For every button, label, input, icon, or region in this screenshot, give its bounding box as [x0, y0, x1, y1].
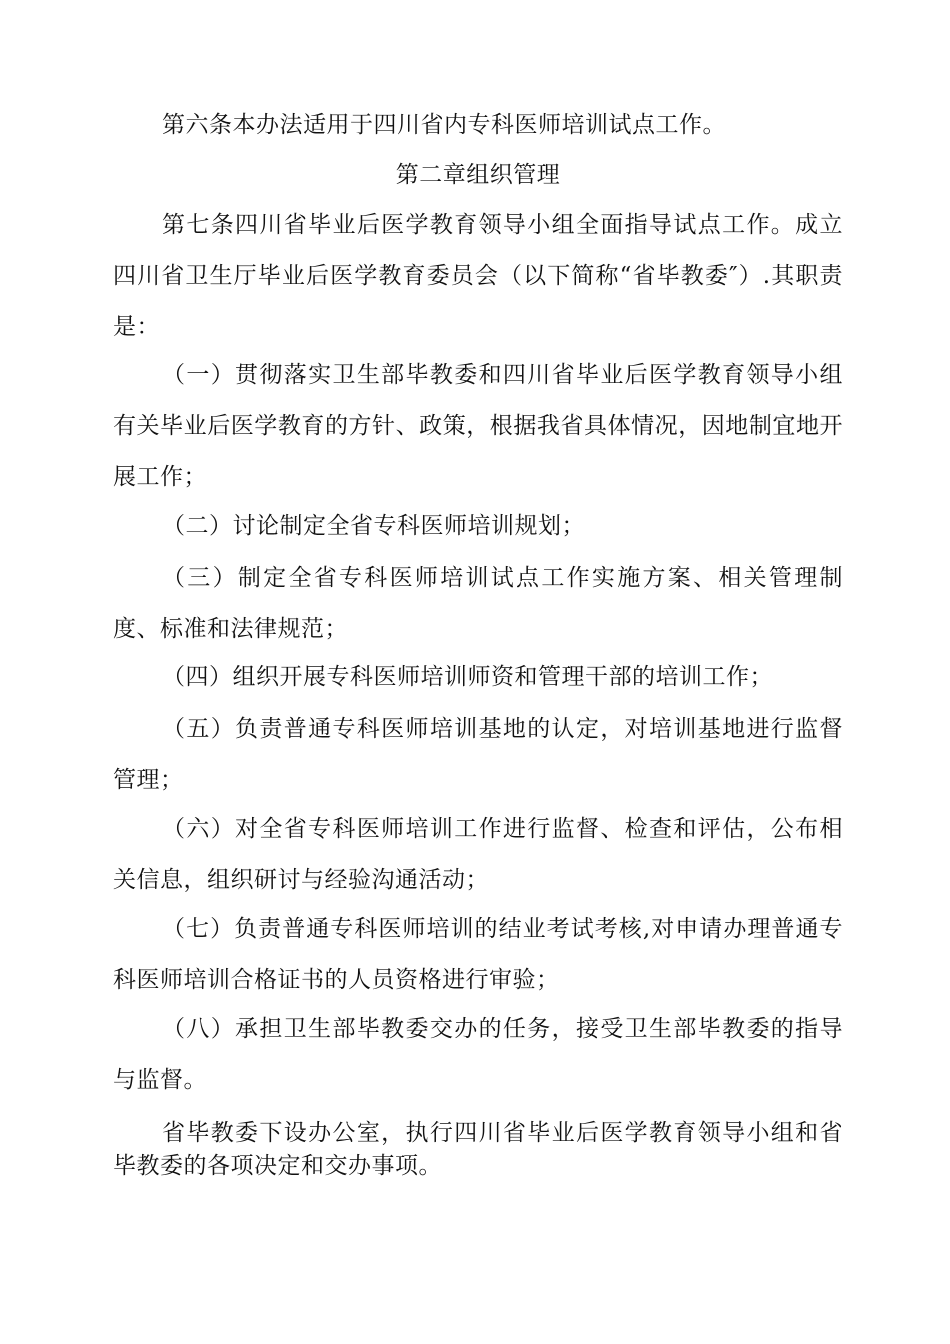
duty-item-2: （二）讨论制定全省专科医师培训规划；: [162, 513, 585, 539]
duty-item-5: （五）负责普通专科医师培训基地的认定，对培训基地进行监督管理；: [113, 716, 843, 793]
duty-item-8: （八）承担卫生部毕教委交办的任务，接受卫生部毕教委的指导与监督。: [113, 1016, 843, 1093]
chapter-2-heading: 第二章组织管理: [395, 162, 561, 188]
office-paragraph: 省毕教委下设办公室，执行四川省毕业后医学教育领导小组和省毕教委的各项决定和交办事项。: [113, 1120, 843, 1179]
duty-item-1: （一）贯彻落实卫生部毕教委和四川省毕业后医学教育领导小组有关毕业后医学教育的方针、政策，根据我省具体情况，因地制宜地开展工作；: [113, 362, 843, 490]
duty-item-6: （六）对全省专科医师培训工作进行监督、检查和评估，公布相关信息，组织研讨与经验沟通活动；: [113, 816, 843, 893]
duty-item-4: （四）组织开展专科医师培训师资和管理干部的培训工作；: [162, 664, 773, 690]
article-6-paragraph: 第六条本办法适用于四川省内专科医师培训试点工作。: [162, 112, 726, 138]
duty-item-3: （三）制定全省专科医师培训试点工作实施方案、相关管理制度、标准和法律规范；: [113, 565, 843, 642]
article-7-paragraph: 第七条四川省毕业后医学教育领导小组全面指导试点工作。成立四川省卫生厅毕业后医学教育委员会（以下简称“省毕教委″）.其职责是：: [113, 212, 843, 340]
duty-item-7: （七）负责普通专科医师培训的结业考试考核,对申请办理普通专科医师培训合格证书的人员资格进行审验；: [113, 916, 843, 993]
